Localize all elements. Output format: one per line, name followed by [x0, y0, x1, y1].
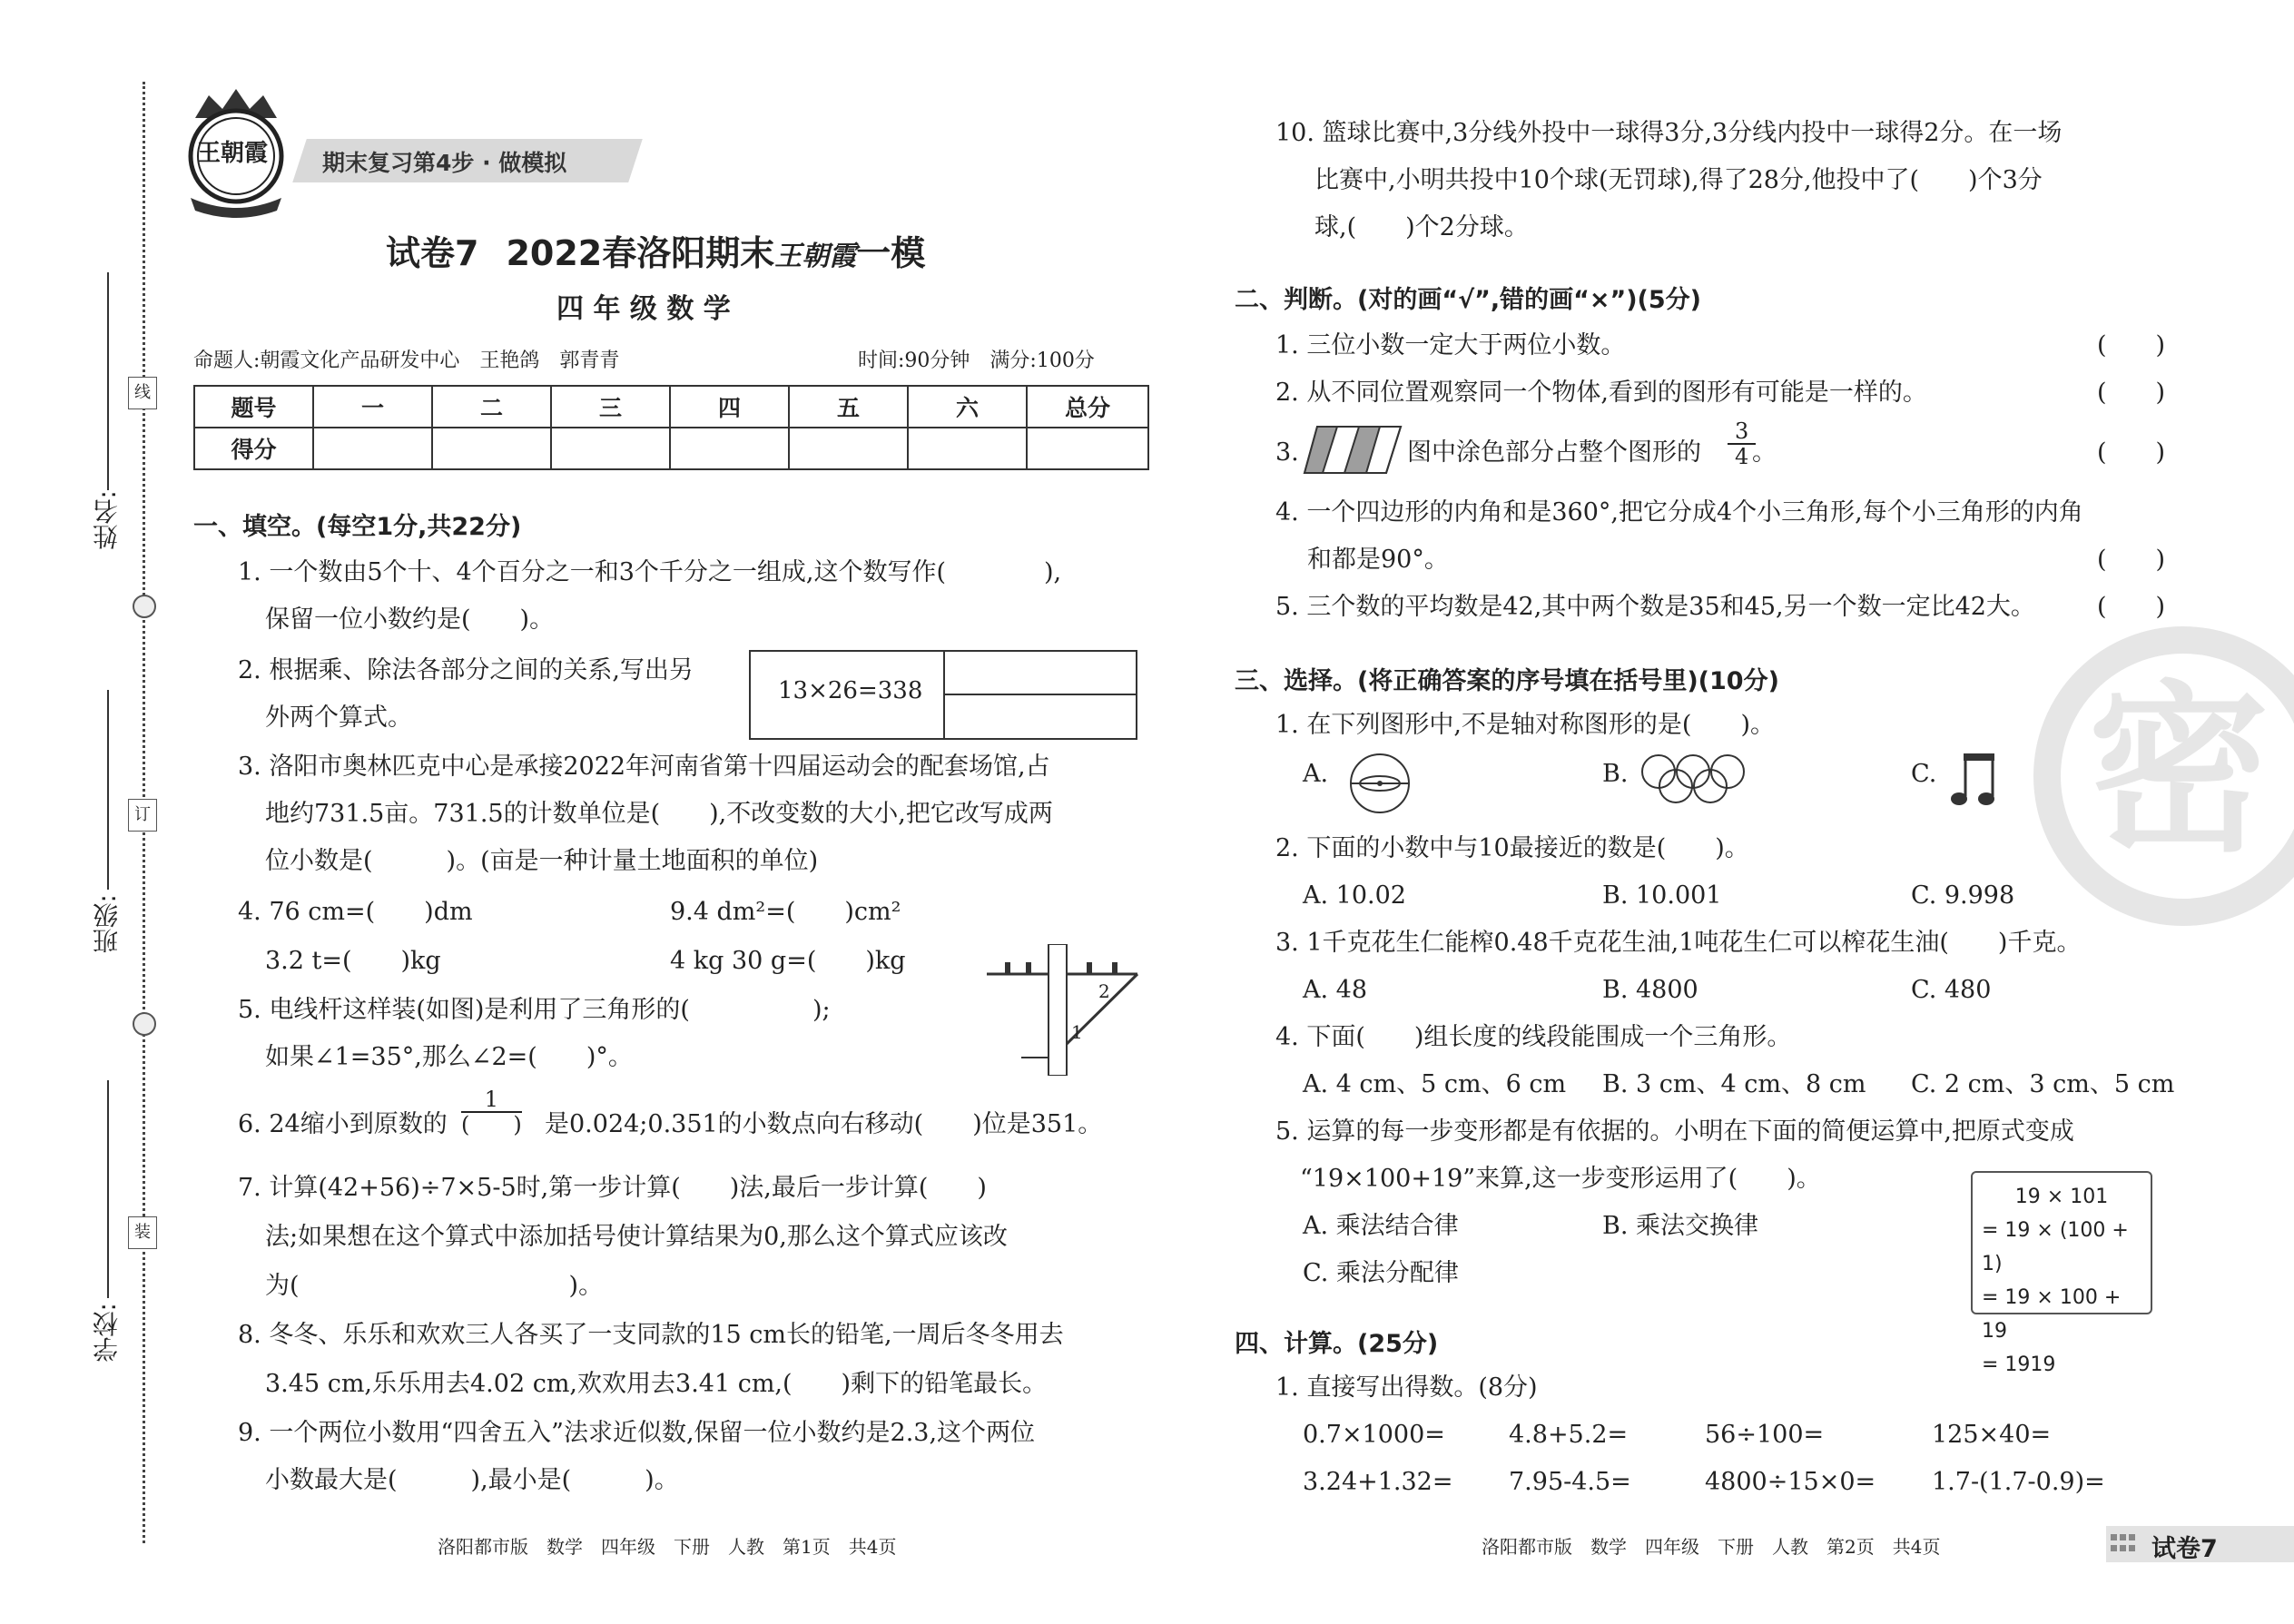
calc-item: 4800÷15×0=	[1705, 1468, 1876, 1496]
judge-item: 2. 从不同位置观察同一个物体,看到的图形有可能是一样的。	[1275, 379, 1927, 407]
time-score: 时间:90分钟 满分:100分	[858, 349, 1095, 372]
question-line: 位小数是( )。(亩是一种计量土地面积的单位)	[265, 847, 819, 875]
calc-step: 19 × 101	[2014, 1186, 2109, 1208]
calc-item: 125×40=	[1932, 1421, 2052, 1449]
olympic-rings-figure	[1639, 752, 1748, 806]
choice-option[interactable]: B. 10.001	[1602, 881, 1722, 910]
choice-option[interactable]: C. 480	[1911, 976, 1992, 1004]
circle-figure	[1344, 752, 1416, 815]
calc-steps-box	[1971, 1171, 2152, 1376]
choice-option[interactable]: A. 10.02	[1303, 881, 1406, 910]
parallelogram-figure	[1303, 425, 1403, 475]
question-line: 6. 24缩小到原数的	[238, 1110, 448, 1138]
choice-question: “19×100+19”来算,这一步变形运用了( )。	[1300, 1165, 1821, 1193]
score-cell[interactable]	[789, 428, 908, 469]
score-cell[interactable]	[551, 428, 670, 469]
score-header-cell: 总分	[1027, 386, 1148, 428]
fraction-numerator: 1	[461, 1088, 522, 1113]
question-line: 3.2 t=( )kg	[265, 947, 441, 975]
calc-subheading: 1. 直接写出得数。(8分)	[1275, 1373, 1538, 1402]
class-line	[107, 690, 109, 890]
answer-paren[interactable]: ( )	[2097, 379, 2166, 407]
score-header-cell: 四	[670, 386, 789, 428]
question-line: 1. 一个数由5个十、4个百分之一和3个千分之一组成,这个数写作( ),	[238, 558, 1062, 586]
fraction	[461, 1088, 522, 1137]
stamp-char: 密	[2088, 665, 2270, 877]
angle-2-label: 2	[1098, 980, 1110, 1002]
score-header-cell: 五	[789, 386, 908, 428]
page-footer-left: 洛阳都市版 数学 四年级 下册 人教 第1页 共4页	[438, 1536, 897, 1558]
angle-1-label: 1	[1071, 1021, 1083, 1043]
class-label: 班级:	[92, 894, 122, 954]
section-fill-heading: 一、填空。(每空1分,共22分)	[193, 513, 522, 541]
question-line: 9. 一个两位小数用“四舍五入”法求近似数,保留一位小数约是2.3,这个两位	[238, 1419, 1036, 1447]
question-line: 2. 根据乘、除法各部分之间的关系,写出另	[238, 656, 694, 684]
question-line: 保留一位小数约是( )。	[265, 605, 555, 634]
question-line: 7. 计算(42+56)÷7×5-5时,第一步计算( )法,最后一步计算( )	[238, 1174, 987, 1202]
fraction-denominator: 4	[1735, 444, 1749, 469]
title-suffix: 一模	[856, 233, 926, 273]
binding-hole	[133, 595, 156, 618]
question-line: 10. 篮球比赛中,3分线外投中一球得3分,3分线内投中一球得2分。在一场	[1275, 119, 2063, 147]
music-note-figure	[1947, 749, 2002, 808]
answer-paren[interactable]: ( )	[2097, 438, 2166, 467]
choice-question: 5. 运算的每一步变形都是有依据的。小明在下面的简便运算中,把原式变成	[1275, 1117, 2074, 1146]
paper-tag: 试卷7	[2151, 1535, 2218, 1563]
question-line: 如果∠1=35°,那么∠2=( )°。	[265, 1043, 633, 1071]
score-header-cell: 一	[313, 386, 432, 428]
choice-option[interactable]: C. 9.998	[1911, 881, 2015, 910]
judge-item-end: 。	[1752, 438, 1777, 467]
score-header-cell: 三	[551, 386, 670, 428]
question-line: 4 kg 30 g=( )kg	[670, 947, 906, 975]
question-line: 5. 电线杆这样装(如图)是利用了三角形的( );	[238, 996, 831, 1024]
question-line: 8. 冬冬、乐乐和欢欢三人各买了一支同款的15 cm长的铅笔,一周后冬冬用去	[238, 1321, 1064, 1349]
formula-text: 13×26=338	[778, 677, 923, 704]
binding-mark-line: 线	[128, 377, 157, 409]
title-brand: 王朝霞	[774, 241, 857, 272]
score-cell[interactable]	[313, 428, 432, 469]
name-label: 姓名:	[92, 490, 122, 550]
question-line: 是0.024;0.351的小数点向右移动( )位是351。	[545, 1110, 1103, 1138]
score-label-cell: 得分	[194, 428, 313, 469]
answer-paren[interactable]: ( )	[2097, 593, 2166, 621]
section-judge-heading: 二、判断。(对的画“√”,错的画“×”)(5分)	[1235, 286, 1702, 314]
choice-option[interactable]: B.	[1602, 760, 1629, 788]
judge-item: 图中涂色部分占整个图形的	[1407, 438, 1701, 467]
question-line: 3. 洛阳市奥林匹克中心是承接2022年河南省第十四届运动会的配套场馆,占	[238, 753, 1050, 781]
judge-item: 1. 三位小数一定大于两位小数。	[1275, 331, 1626, 359]
name-line	[107, 272, 109, 490]
choice-question: 2. 下面的小数中与10最接近的数是( )。	[1275, 834, 1749, 862]
calc-step: = 1919	[1982, 1353, 2056, 1376]
judge-item-number: 3.	[1275, 438, 1299, 467]
calc-step: = 19 × (100 + 1)	[1982, 1219, 2129, 1275]
calc-item: 4.8+5.2=	[1509, 1421, 1629, 1449]
question-line: 小数最大是( ),最小是( )。	[265, 1466, 679, 1494]
question-line: 地约731.5亩。731.5的计数单位是( ),不改变数的大小,把它改写成两	[265, 800, 1053, 828]
binding-hole	[133, 1012, 156, 1036]
judge-item: 4. 一个四边形的内角和是360°,把它分成4个小三角形,每个小三角形的内角	[1275, 498, 2083, 527]
question-line: 4. 76 cm=( )dm	[238, 898, 473, 926]
choice-question: 4. 下面( )组长度的线段能围成一个三角形。	[1275, 1023, 1792, 1051]
question-line: 球,( )个2分球。	[1314, 213, 1529, 241]
secret-stamp-watermark	[2033, 626, 2294, 926]
score-header-cell: 六	[908, 386, 1027, 428]
authors: 命题人:朝霞文化产品研发中心 王艳鸽 郭青青	[193, 349, 620, 372]
step-badge: 期末复习第4步 · 做模拟	[322, 150, 567, 176]
choice-option[interactable]: A. 4 cm、5 cm、6 cm	[1303, 1070, 1567, 1098]
judge-item: 5. 三个数的平均数是42,其中两个数是35和45,另一个数一定比42大。	[1275, 593, 2035, 621]
question-line: 法;如果想在这个算式中添加括号使计算结果为0,那么这个算式应该改	[265, 1223, 1008, 1251]
question-line: 3.45 cm,乐乐用去4.02 cm,欢欢用去3.41 cm,( )剩下的铅笔最长。	[265, 1370, 1048, 1398]
score-cell[interactable]	[908, 428, 1027, 469]
question-line: 比赛中,小明共投中10个球(无罚球),得了28分,他投中了( )个3分	[1314, 166, 2043, 194]
calc-step: = 19 × 100 + 19	[1982, 1286, 2122, 1343]
question-line: 9.4 dm²=( )cm²	[670, 898, 901, 926]
brand-logo	[177, 82, 295, 218]
tag-dots-icon	[2111, 1534, 2143, 1554]
choice-option[interactable]: A. 乘法结合律	[1303, 1212, 1459, 1240]
choice-option[interactable]: C.	[1911, 760, 1937, 788]
choice-option[interactable]: C. 2 cm、3 cm、5 cm	[1911, 1070, 2175, 1098]
school-label: 学校:	[92, 1303, 122, 1363]
section-calc-heading: 四、计算。(25分)	[1235, 1330, 1439, 1358]
title-prefix: 试卷7	[386, 233, 479, 273]
choice-question: 3. 1千克花生仁能榨0.48千克花生油,1吨花生仁可以榨花生油( )千克。	[1275, 929, 2082, 957]
fraction-denominator: ( )	[461, 1112, 522, 1137]
choice-option[interactable]: B. 3 cm、4 cm、8 cm	[1602, 1070, 1866, 1098]
page-title	[386, 225, 925, 275]
question-line: 为( )。	[265, 1272, 604, 1300]
choice-question: 1. 在下列图形中,不是轴对称图形的是( )。	[1275, 711, 1775, 739]
choice-option[interactable]: B. 4800	[1602, 976, 1698, 1004]
choice-option[interactable]: C. 乘法分配律	[1303, 1259, 1459, 1287]
score-cell[interactable]	[670, 428, 789, 469]
title-main: 2022春洛阳期末	[506, 233, 775, 273]
subtitle: 四 年 级 数 学	[556, 293, 731, 325]
calc-item: 0.7×1000=	[1303, 1421, 1445, 1449]
answer-paren[interactable]: ( )	[2097, 546, 2166, 574]
fraction-numerator: 3	[1728, 419, 1756, 445]
calc-item: 1.7-(1.7-0.9)=	[1932, 1468, 2105, 1496]
score-header-cell: 题号	[194, 386, 313, 428]
calc-item: 3.24+1.32=	[1303, 1468, 1453, 1496]
score-header-cell: 二	[432, 386, 551, 428]
logo-text: 王朝霞	[197, 140, 269, 167]
answer-paren[interactable]: ( )	[2097, 331, 2166, 359]
score-table	[193, 385, 1149, 470]
calc-item: 56÷100=	[1705, 1421, 1825, 1449]
page-footer-right: 洛阳都市版 数学 四年级 下册 人教 第2页 共4页	[1482, 1536, 1941, 1558]
binding-mark-order: 订	[128, 799, 157, 832]
choice-option[interactable]: A.	[1303, 760, 1329, 788]
score-cell[interactable]	[1027, 428, 1148, 469]
section-choice-heading: 三、选择。(将正确答案的序号填在括号里)(10分)	[1235, 667, 1779, 695]
formula-box	[749, 650, 1137, 740]
judge-item: 和都是90°。	[1307, 546, 1449, 574]
utility-pole-figure	[985, 944, 1139, 1076]
binding-mark-bind: 装	[128, 1216, 157, 1249]
question-line: 外两个算式。	[265, 704, 412, 732]
school-line	[107, 1080, 109, 1298]
calc-item: 7.95-4.5=	[1509, 1468, 1631, 1496]
score-cell[interactable]	[432, 428, 551, 469]
choice-option[interactable]: A. 48	[1303, 976, 1368, 1004]
choice-option[interactable]: B. 乘法交换律	[1602, 1212, 1759, 1240]
